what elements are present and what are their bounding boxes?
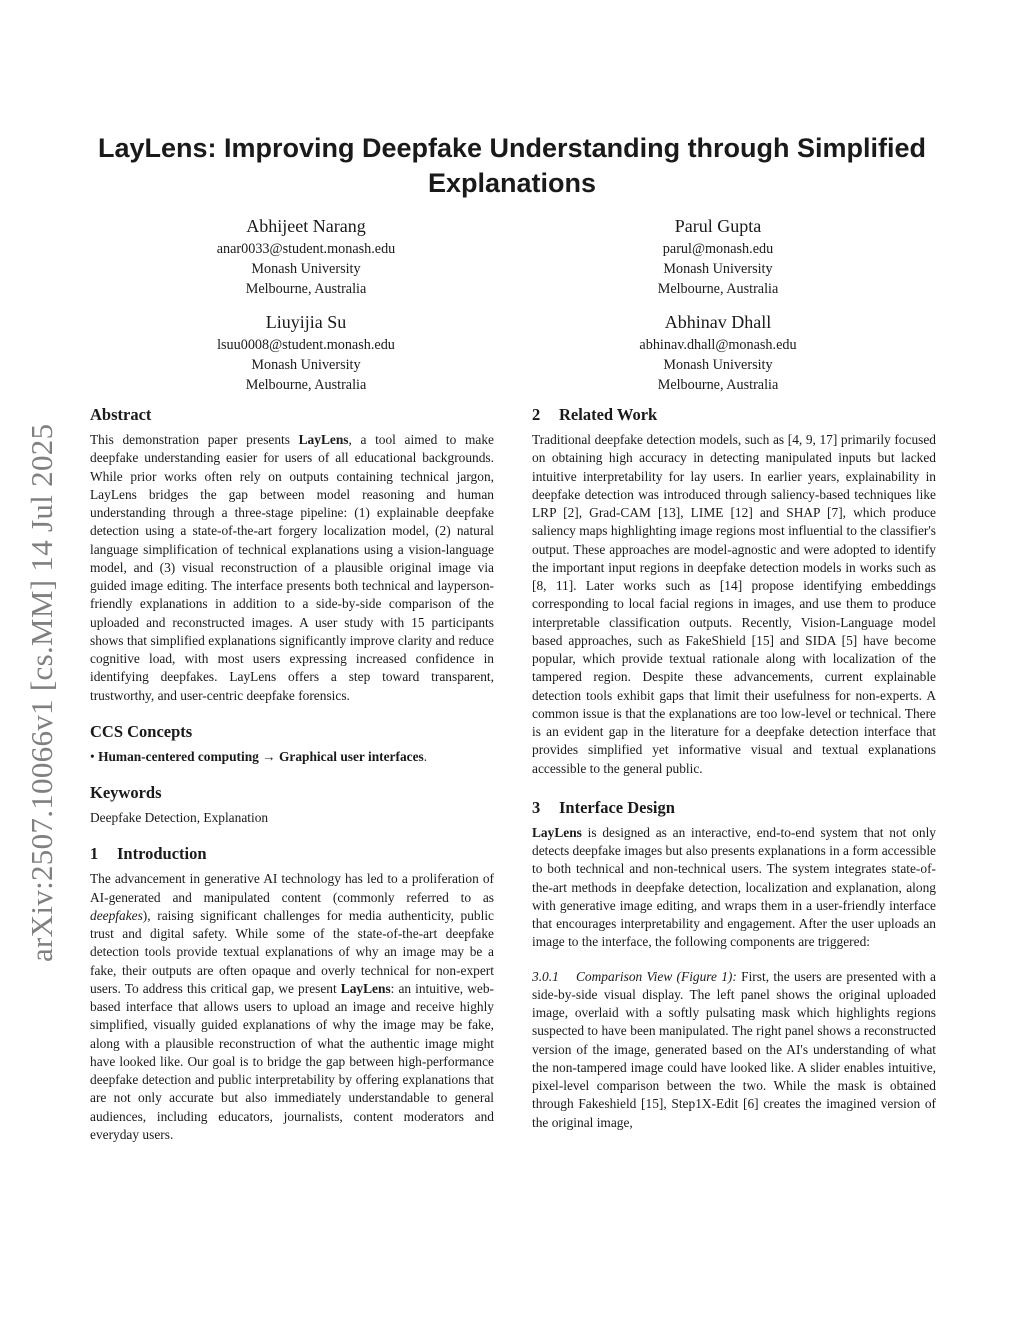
section-title: Introduction [117, 844, 207, 864]
subsection-number: 3.0.1 [532, 968, 559, 984]
author-block-4 [538, 311, 898, 395]
keywords-section [90, 782, 494, 827]
abstract-text-part: , a tool aimed to make deepfake understanding easier for users of all educational backgrounds. While prior works often rely on outputs containing technical jargon, LayLens bridges the gap between model reasoning and human understanding through a three-stage pipeline: (1) explainable deepfake detection using a state-of-the-art forgery localization model, (2) natural language simplification of technical explanations using a vision-language model, and (3) visual reconstruction of a plausible original image via guided image editing. The interface presents both technical and layperson-friendly explanations in addition to a side-by-side comparison of the uploaded and reconstructed images. A user study with 15 participants shows that simplified explanations significantly improve clarity and reduce cognitive load, with most users expressing increased confidence in identifying deepfakes. LayLens offers a step toward transparent, trustworthy, and user-centric deepfake forensics. [90, 432, 494, 703]
arxiv-stamp: arXiv:2507.10066v1 [cs.MM] 14 Jul 2025 [24, 423, 59, 962]
right-column [532, 404, 936, 1148]
interface-design-heading [532, 797, 936, 819]
keywords-text: Deepfake Detection, Explanation [90, 810, 269, 825]
intro-text-part: : an intuitive, web-based interface that allows users to upload an image and receive highly simplified, visually guided explanations of why the image may be fake, along with a plausible reconstruction of what the authentic image might have looked like. Our goal is to bridge the gap between high-performance deepfake detection and public interpretability by offering explanations that are not only accurate but also immediately understandable to general audiences, including educators, journalists, content moderators and everyday users. [90, 980, 494, 1142]
section-number: 2 [532, 405, 541, 424]
abstract-heading: Abstract [90, 405, 152, 424]
author-name: Liuyijia Su [265, 312, 347, 332]
keywords-heading: Keywords [90, 783, 162, 802]
comparison-text-part: First, the users are presented with a side-by-side visual display. The left panel shows the original uploaded image, overlaid with a softly pulsating mask which highlights regions suspected to have been manipulated. The right panel shows a reconstructed version of the image, generated based on the AI's understanding of what the non-tampered image could have looked like. A slider enables intuitive, pixel-level comparison between the two. While the mask is obtained through Fakeshield [15], Step1X-Edit [6] creates the imagined version of the original image, [532, 968, 936, 1130]
author-location: Melbourne, Australia [657, 281, 779, 297]
author-name: Abhijeet Narang [246, 216, 366, 236]
related-work-heading [532, 404, 936, 426]
related-work-section [532, 404, 936, 778]
ccs-end: . [423, 748, 428, 764]
author-affiliation: Monash University [663, 357, 773, 373]
abstract-text [90, 431, 494, 705]
author-location: Melbourne, Australia [245, 377, 367, 393]
author-email: abhinav.dhall@monash.edu [639, 337, 797, 353]
introduction-heading [90, 843, 494, 865]
abstract-laylens: LayLens [298, 432, 349, 447]
author-email: lsuu0008@student.monash.edu [217, 337, 395, 353]
author-name: Abhinav Dhall [664, 312, 772, 332]
design-laylens: LayLens [532, 824, 582, 840]
section-title: Related Work [559, 405, 658, 424]
section-title: Interface Design [559, 797, 675, 817]
left-column [90, 404, 494, 1160]
author-affiliation: Monash University [251, 357, 361, 373]
author-affiliation: Monash University [251, 261, 361, 277]
author-affiliation: Monash University [663, 261, 773, 277]
ccs-item: Human-centered computing → Graphical user interfaces [98, 748, 424, 764]
intro-laylens: LayLens [340, 980, 391, 996]
comparison-view-text [532, 968, 936, 1132]
author-block-2 [538, 215, 898, 299]
interface-design-section [532, 797, 936, 952]
comparison-view-section [532, 968, 936, 1132]
abstract-section [90, 404, 494, 705]
related-work-text: Traditional deepfake detection models, such as [4, 9, 17] primarily focused on obtaining high accuracy in detecting manipulated inputs but lacked intuitive interpretability for lay users. In earlier years, explainability in deepfake detection was introduced through saliency-based techniques like LRP [2], Grad-CAM [13], LIME [12] and SHAP [7], which produce saliency maps highlighting image regions most influential to the classifier's output. These approaches are model-agnostic and were adopted to identify the important input regions in deepfake detection models in works such as [8, 11]. Later works such as [14] propose identifying embeddings corresponding to local facial regions in images, and use them to produce interpretable classification outputs. Recently, Vision-Language model based approaches, such as FakeShield [15] and SIDA [5] have become popular, which provide textual rationale along with localization of the tampered region. Despite these advancements, current explainable detection tools exhibit gaps that limit their usefulness for non-experts. A common issue is that the explanations are too low-level or technical. There is an evident gap in the literature for a deepfake detection interface that provides simplified yet informative visual and textual explanations accessible to the general public. [532, 432, 936, 776]
introduction-text [90, 870, 494, 1144]
intro-text-part: ), raising significant challenges for media authenticity, public trust and digital safety. While some of the state-of-the-art deepfake detection tools provide textual explanations of why an image may be a fake, their outputs are often opaque and overly technical for non-expert users. To address this critical gap, we present [90, 907, 494, 996]
author-email: anar0033@student.monash.edu [216, 241, 396, 257]
subsection-title: Comparison View (Figure 1): [576, 968, 737, 984]
ccs-heading: CCS Concepts [90, 721, 193, 741]
author-block-3 [126, 311, 486, 395]
abstract-text-part: This demonstration paper presents [90, 432, 299, 447]
ccs-section [90, 721, 494, 766]
author-location: Melbourne, Australia [657, 377, 779, 393]
ccs-bullet: • [90, 748, 95, 764]
intro-deepfakes: deepfakes [90, 907, 143, 923]
author-email: parul@monash.edu [662, 241, 774, 257]
intro-text-part: The advancement in generative AI technology has led to a proliferation of AI-generated and manipulated content (commonly referred to as [90, 871, 494, 905]
section-number: 1 [90, 844, 99, 864]
paper-title: LayLens: Improving Deepfake Understanding through Simplified Explanations [97, 133, 927, 198]
introduction-section [90, 843, 494, 1144]
ccs-text [90, 748, 494, 766]
author-location: Melbourne, Australia [245, 281, 367, 297]
design-text-part: is designed as an interactive, end-to-end system that not only detects deepfake images but also presents explanations in a form accessible to both technical and non-technical users. The system integrates state-of-the-art methods in deepfake detection, localization and explanation, along with generative image editing, and wraps them in a user-friendly interface that encourages interpretability and engagement. After the user uploads an image to the interface, the following components are triggered: [532, 824, 936, 950]
author-block-1 [126, 215, 486, 299]
section-number: 3 [532, 797, 541, 817]
interface-design-text [532, 824, 936, 952]
author-name: Parul Gupta [674, 216, 762, 236]
